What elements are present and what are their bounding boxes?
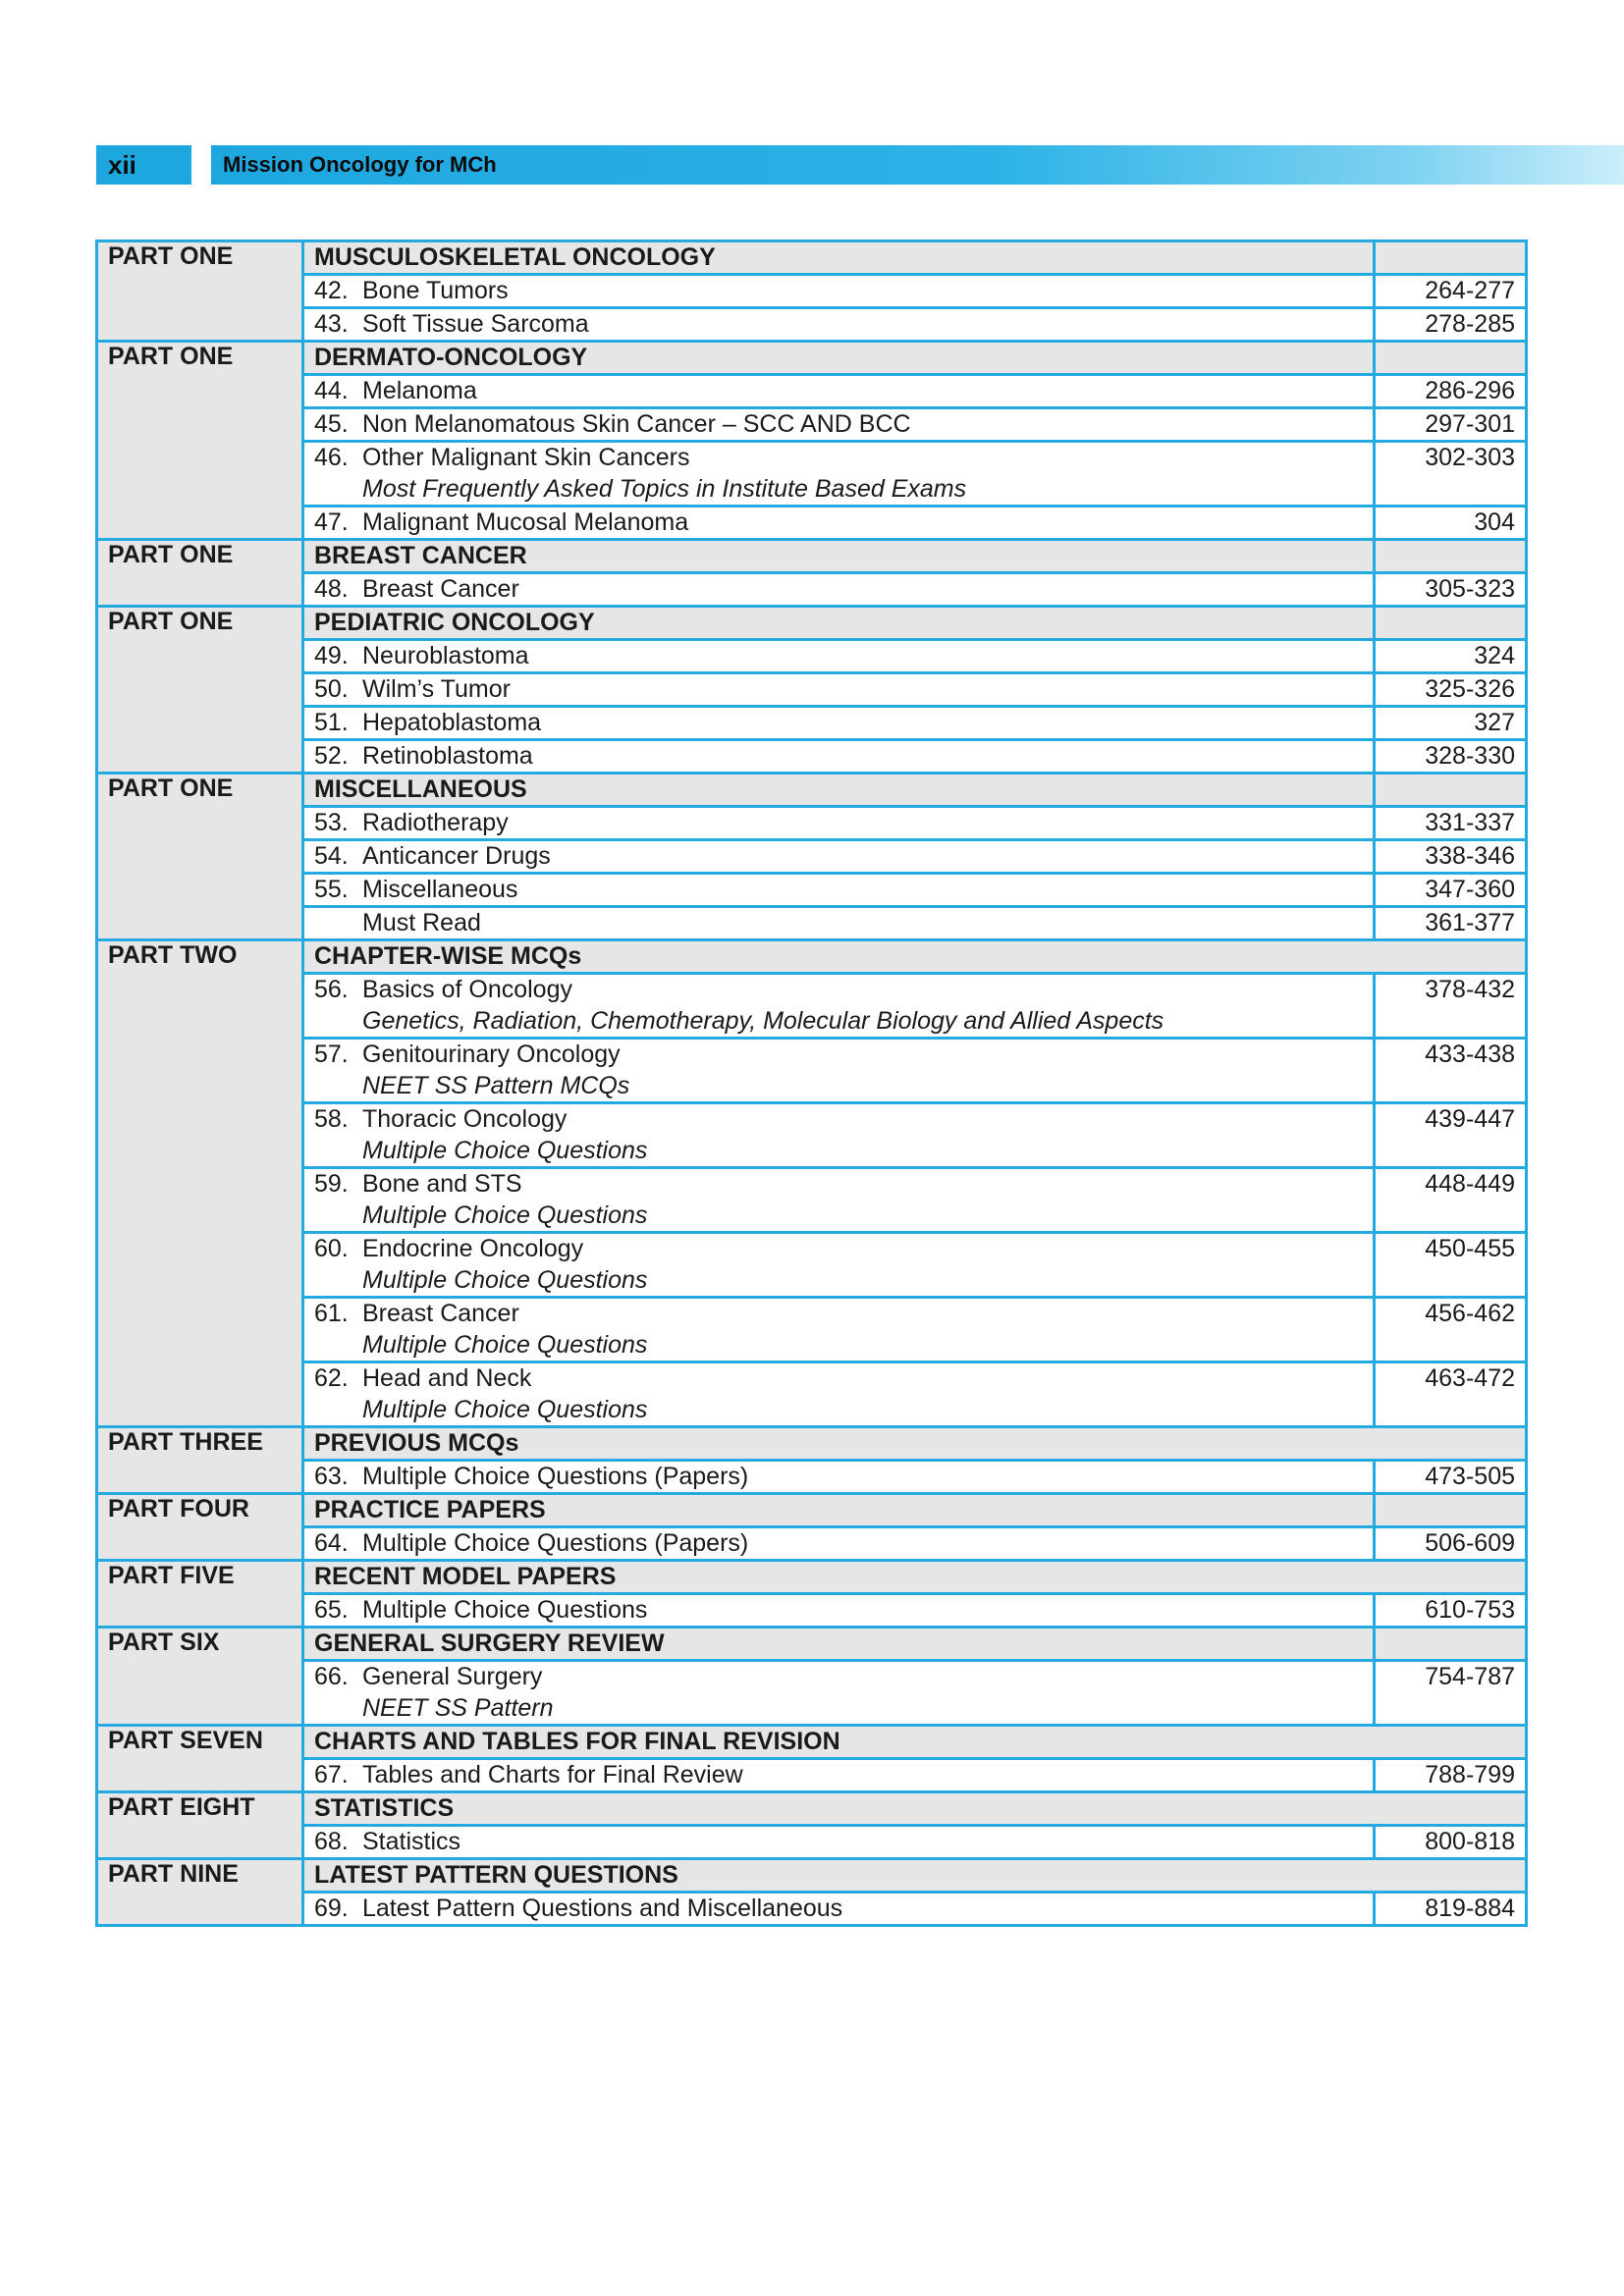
part-label: PART ONE: [97, 241, 303, 342]
chapter-entry: [303, 640, 1375, 673]
chapter-entry: [303, 1759, 1375, 1792]
section-title: BREAST CANCER: [303, 540, 1375, 573]
chapter-row: [97, 1527, 1527, 1561]
chapter-subtitle: NEET SS Pattern MCQs: [362, 1072, 630, 1099]
chapter-entry: [303, 1594, 1375, 1628]
chapter-title: Miscellaneous: [362, 876, 518, 903]
chapter-entry: [303, 1039, 1375, 1103]
chapter-title: Genitourinary Oncology: [362, 1041, 621, 1068]
chapter-entry: [303, 442, 1375, 507]
chapter-row: [97, 408, 1527, 442]
chapter-entry: [303, 1826, 1375, 1859]
chapter-title: Multiple Choice Questions (Papers): [362, 1529, 749, 1557]
chapter-number: 62.: [314, 1364, 349, 1392]
section-title: DERMATO-ONCOLOGY: [303, 342, 1375, 375]
section-row: [97, 342, 1527, 375]
page-range: 378-432: [1375, 974, 1527, 1039]
chapter-row: [97, 1826, 1527, 1859]
section-title: MUSCULOSKELETAL ONCOLOGY: [303, 241, 1375, 275]
chapter-title: Wilm’s Tumor: [362, 675, 511, 703]
chapter-title: Endocrine Oncology: [362, 1235, 584, 1262]
chapter-entry: [303, 1661, 1375, 1726]
section-page-cell: [1375, 607, 1527, 640]
chapter-title: Soft Tissue Sarcoma: [362, 310, 589, 338]
chapter-entry: [303, 1893, 1375, 1926]
chapter-number: 67.: [314, 1761, 349, 1789]
part-label: PART ONE: [97, 607, 303, 774]
chapter-entry: [303, 308, 1375, 342]
page-range: 264-277: [1375, 275, 1527, 308]
chapter-row: [97, 573, 1527, 607]
section-row: [97, 1792, 1527, 1826]
part-label: PART ONE: [97, 540, 303, 607]
page-range: 754-787: [1375, 1661, 1527, 1726]
chapter-subtitle: Genetics, Radiation, Chemotherapy, Molecular Biology and Allied Aspects: [362, 1007, 1164, 1035]
chapter-title: Breast Cancer: [362, 575, 519, 603]
chapter-entry: [303, 1168, 1375, 1233]
chapter-row: [97, 840, 1527, 874]
chapter-entry: [303, 573, 1375, 607]
page-range: 347-360: [1375, 874, 1527, 907]
chapter-entry: [303, 673, 1375, 707]
chapter-entry: [303, 1362, 1375, 1427]
section-page-cell: [1375, 1628, 1527, 1661]
chapter-subtitle: Multiple Choice Questions: [362, 1137, 648, 1164]
running-title: Mission Oncology for MCh: [211, 145, 1624, 185]
chapter-row: [97, 1298, 1527, 1362]
page-range: 463-472: [1375, 1362, 1527, 1427]
chapter-title: Multiple Choice Questions (Papers): [362, 1463, 749, 1490]
chapter-entry: [303, 707, 1375, 740]
section-page-cell: [1375, 241, 1527, 275]
section-title: STATISTICS: [303, 1792, 1527, 1826]
chapter-row: [97, 807, 1527, 840]
chapter-row: [97, 740, 1527, 774]
section-row: [97, 1494, 1527, 1527]
part-label: PART ONE: [97, 774, 303, 940]
chapter-title: General Surgery: [362, 1663, 543, 1690]
page-range: 506-609: [1375, 1527, 1527, 1561]
part-label: PART THREE: [97, 1427, 303, 1494]
part-label: PART FIVE: [97, 1561, 303, 1628]
contents-table: [95, 240, 1528, 1927]
section-row: [97, 1628, 1527, 1661]
section-title: RECENT MODEL PAPERS: [303, 1561, 1527, 1594]
running-header: [96, 145, 1624, 185]
part-label: PART EIGHT: [97, 1792, 303, 1859]
chapter-number: 61.: [314, 1300, 349, 1327]
chapter-title: Retinoblastoma: [362, 742, 533, 770]
section-row: [97, 1427, 1527, 1461]
chapter-title: Bone and STS: [362, 1170, 522, 1198]
chapter-subtitle: Multiple Choice Questions: [362, 1201, 648, 1229]
part-label: PART TWO: [97, 940, 303, 1427]
chapter-entry: [303, 507, 1375, 540]
chapter-entry: [303, 1103, 1375, 1168]
chapter-row: [97, 275, 1527, 308]
chapter-entry: [303, 1298, 1375, 1362]
chapter-number: 49.: [314, 642, 349, 669]
chapter-title: Anticancer Drugs: [362, 842, 551, 870]
chapter-entry: [303, 1527, 1375, 1561]
chapter-row: [97, 442, 1527, 507]
chapter-number: 42.: [314, 277, 349, 304]
chapter-number: 60.: [314, 1235, 349, 1262]
section-row: [97, 540, 1527, 573]
section-row: [97, 774, 1527, 807]
page-range: 361-377: [1375, 907, 1527, 940]
chapter-subtitle: Most Frequently Asked Topics in Institute Based Exams: [362, 475, 967, 503]
chapter-title: Statistics: [362, 1828, 461, 1855]
page-range: 800-818: [1375, 1826, 1527, 1859]
page-range: 450-455: [1375, 1233, 1527, 1298]
chapter-number: 52.: [314, 742, 349, 770]
section-title: PREVIOUS MCQs: [303, 1427, 1527, 1461]
page-range: 302-303: [1375, 442, 1527, 507]
chapter-row: [97, 1594, 1527, 1628]
chapter-title: Non Melanomatous Skin Cancer – SCC AND BCC: [362, 410, 911, 438]
chapter-title: Head and Neck: [362, 1364, 532, 1392]
section-title: CHAPTER-WISE MCQs: [303, 940, 1527, 974]
chapter-number: 50.: [314, 675, 349, 703]
chapter-row: [97, 1759, 1527, 1792]
chapter-number: 53.: [314, 809, 349, 836]
chapter-subtitle: NEET SS Pattern: [362, 1694, 554, 1722]
part-label: PART SEVEN: [97, 1726, 303, 1792]
page-range: 448-449: [1375, 1168, 1527, 1233]
chapter-row: [97, 1168, 1527, 1233]
chapter-entry: [303, 740, 1375, 774]
chapter-entry: [303, 275, 1375, 308]
page-range: 327: [1375, 707, 1527, 740]
chapter-number: 55.: [314, 876, 349, 903]
section-row: [97, 607, 1527, 640]
section-row: [97, 1726, 1527, 1759]
section-row: [97, 1859, 1527, 1893]
chapter-row: [97, 1039, 1527, 1103]
chapter-number: 46.: [314, 444, 349, 471]
chapter-number: 59.: [314, 1170, 349, 1198]
chapter-number: 68.: [314, 1828, 349, 1855]
section-title: PEDIATRIC ONCOLOGY: [303, 607, 1375, 640]
chapter-subtitle: Multiple Choice Questions: [362, 1266, 648, 1294]
chapter-number: 56.: [314, 976, 349, 1003]
chapter-row: [97, 1661, 1527, 1726]
chapter-number: 54.: [314, 842, 349, 870]
page-range: 297-301: [1375, 408, 1527, 442]
chapter-row: [97, 1893, 1527, 1926]
section-title: CHARTS AND TABLES FOR FINAL REVISION: [303, 1726, 1527, 1759]
chapter-number: 58.: [314, 1105, 349, 1133]
chapter-title: Neuroblastoma: [362, 642, 529, 669]
chapter-entry: [303, 375, 1375, 408]
chapter-number: 66.: [314, 1663, 349, 1690]
chapter-title: Hepatoblastoma: [362, 709, 542, 736]
chapter-number: 64.: [314, 1529, 349, 1557]
chapter-number: 57.: [314, 1041, 349, 1068]
chapter-number: 45.: [314, 410, 349, 438]
page-range: 473-505: [1375, 1461, 1527, 1494]
page-range: 331-337: [1375, 807, 1527, 840]
chapter-entry: [303, 1461, 1375, 1494]
page-range: 433-438: [1375, 1039, 1527, 1103]
page-range: 788-799: [1375, 1759, 1527, 1792]
chapter-title: Basics of Oncology: [362, 976, 572, 1003]
page-range: 328-330: [1375, 740, 1527, 774]
chapter-subtitle: Multiple Choice Questions: [362, 1331, 648, 1359]
section-title: MISCELLANEOUS: [303, 774, 1375, 807]
chapter-entry: [303, 840, 1375, 874]
chapter-row: [97, 1233, 1527, 1298]
page-range: 338-346: [1375, 840, 1527, 874]
page-range: 610-753: [1375, 1594, 1527, 1628]
chapter-title: Multiple Choice Questions: [362, 1596, 648, 1624]
chapter-title: Melanoma: [362, 377, 477, 404]
chapter-entry: [303, 907, 1375, 940]
chapter-number: 63.: [314, 1463, 349, 1490]
chapter-number: 48.: [314, 575, 349, 603]
chapter-row: [97, 640, 1527, 673]
section-title: GENERAL SURGERY REVIEW: [303, 1628, 1375, 1661]
page-range: 324: [1375, 640, 1527, 673]
chapter-number: 44.: [314, 377, 349, 404]
chapter-title: Thoracic Oncology: [362, 1105, 568, 1133]
chapter-row: [97, 907, 1527, 940]
chapter-entry: [303, 974, 1375, 1039]
chapter-title: Radiotherapy: [362, 809, 509, 836]
chapter-row: [97, 1103, 1527, 1168]
chapter-number: 43.: [314, 310, 349, 338]
chapter-title: Tables and Charts for Final Review: [362, 1761, 743, 1789]
chapter-row: [97, 1461, 1527, 1494]
page-range: 819-884: [1375, 1893, 1527, 1926]
part-label: PART SIX: [97, 1628, 303, 1726]
chapter-row: [97, 673, 1527, 707]
chapter-entry: [303, 1233, 1375, 1298]
section-page-cell: [1375, 774, 1527, 807]
section-row: [97, 241, 1527, 275]
chapter-entry: [303, 807, 1375, 840]
page-range: 305-323: [1375, 573, 1527, 607]
chapter-title: Breast Cancer: [362, 1300, 519, 1327]
chapter-entry: [303, 874, 1375, 907]
chapter-number: 51.: [314, 709, 349, 736]
page-range: 286-296: [1375, 375, 1527, 408]
chapter-row: [97, 1362, 1527, 1427]
chapter-title: Must Read: [362, 909, 481, 936]
section-page-cell: [1375, 342, 1527, 375]
chapter-row: [97, 375, 1527, 408]
chapter-subtitle: Multiple Choice Questions: [362, 1396, 648, 1423]
chapter-number: 47.: [314, 508, 349, 536]
page-range: 304: [1375, 507, 1527, 540]
contents-body: [97, 241, 1527, 1926]
section-row: [97, 1561, 1527, 1594]
chapter-number: 65.: [314, 1596, 349, 1624]
chapter-row: [97, 974, 1527, 1039]
page-range: 278-285: [1375, 308, 1527, 342]
section-title: LATEST PATTERN QUESTIONS: [303, 1859, 1527, 1893]
page-range: 456-462: [1375, 1298, 1527, 1362]
page-range: 325-326: [1375, 673, 1527, 707]
part-label: PART NINE: [97, 1859, 303, 1926]
page-number: xii: [96, 145, 191, 185]
chapter-title: Bone Tumors: [362, 277, 509, 304]
part-label: PART FOUR: [97, 1494, 303, 1561]
chapter-row: [97, 308, 1527, 342]
chapter-row: [97, 874, 1527, 907]
chapter-entry: [303, 408, 1375, 442]
section-page-cell: [1375, 1494, 1527, 1527]
chapter-title: Malignant Mucosal Melanoma: [362, 508, 689, 536]
section-title: PRACTICE PAPERS: [303, 1494, 1375, 1527]
chapter-row: [97, 707, 1527, 740]
chapter-number: 69.: [314, 1895, 349, 1922]
page-range: 439-447: [1375, 1103, 1527, 1168]
chapter-title: Latest Pattern Questions and Miscellaneous: [362, 1895, 843, 1922]
chapter-row: [97, 507, 1527, 540]
part-label: PART ONE: [97, 342, 303, 540]
section-row: [97, 940, 1527, 974]
section-page-cell: [1375, 540, 1527, 573]
chapter-title: Other Malignant Skin Cancers: [362, 444, 690, 471]
